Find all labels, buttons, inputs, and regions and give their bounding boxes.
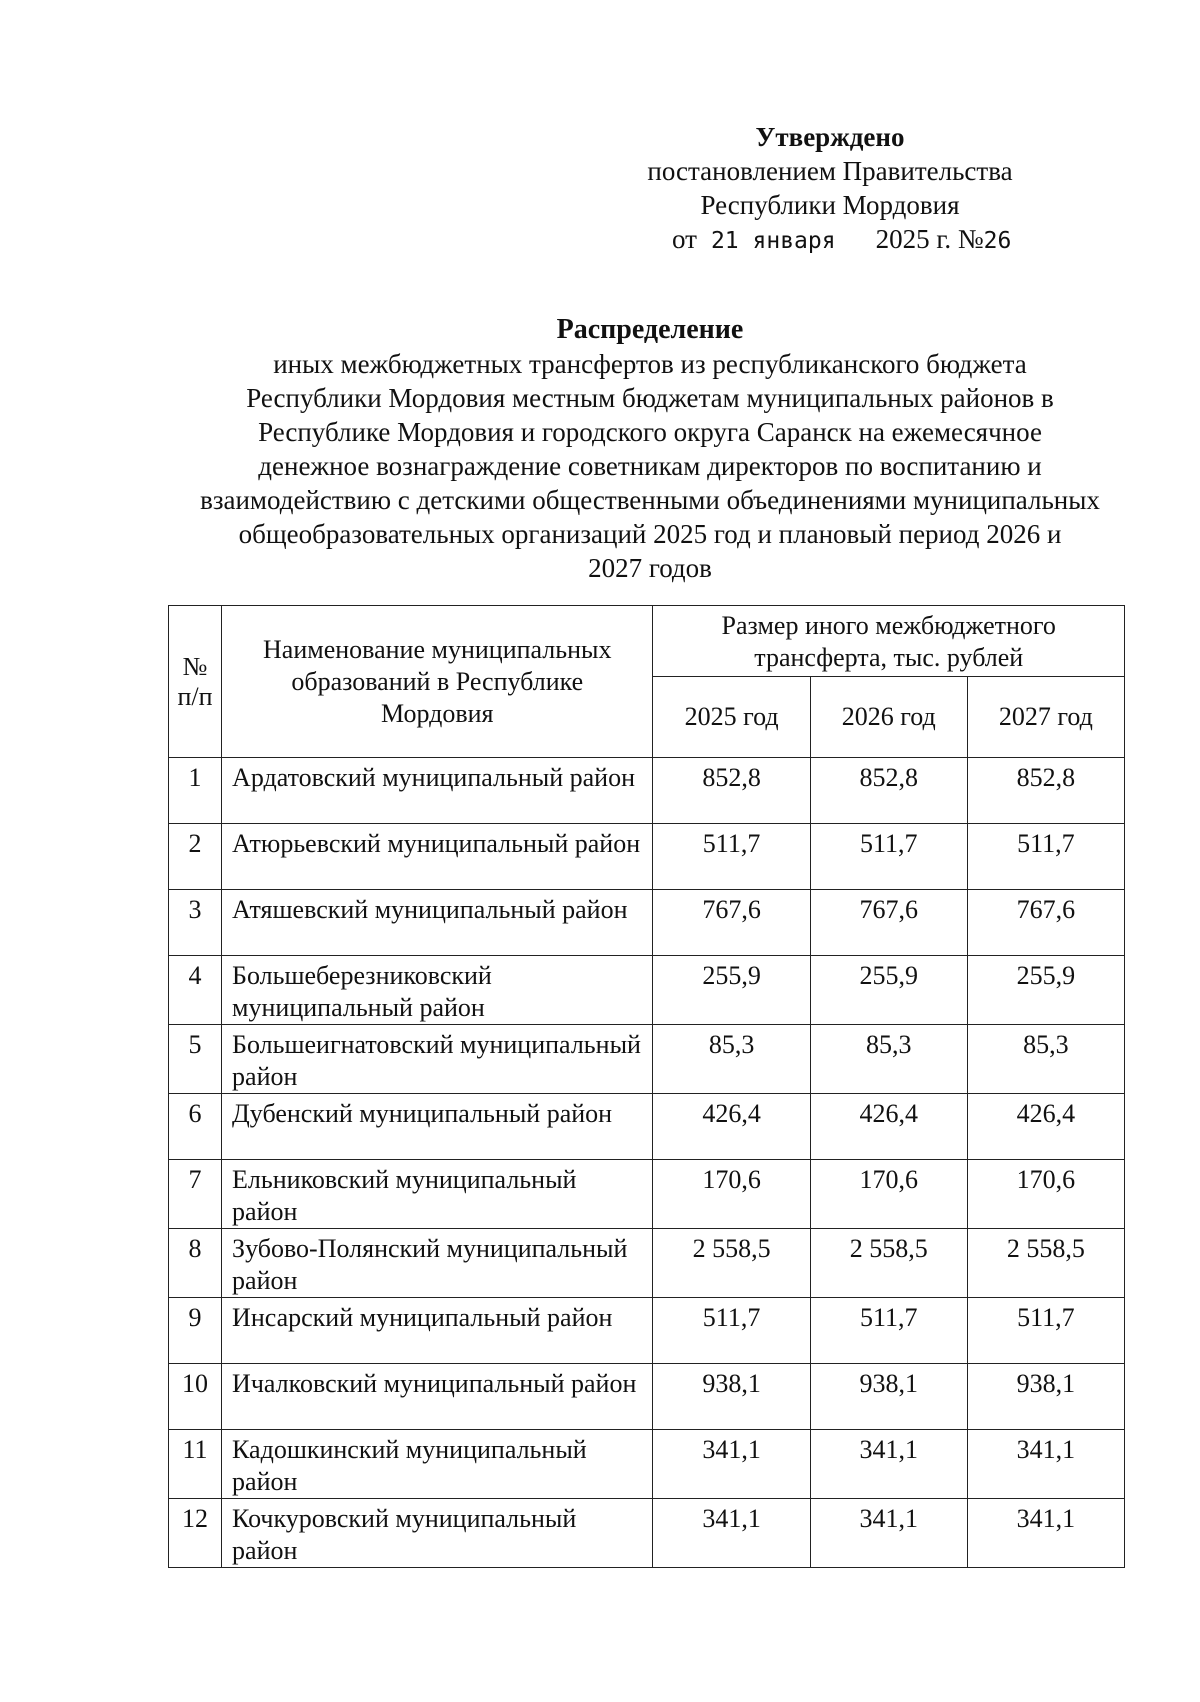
- document-title-block: [150, 313, 1150, 585]
- table-row: [169, 1025, 1125, 1094]
- approval-date-day-month: 21 января: [710, 228, 836, 254]
- row-number: 11: [169, 1430, 222, 1499]
- row-value-2026: 426,4: [810, 1094, 967, 1160]
- row-name: Большеигнатовский муниципальный район: [222, 1025, 653, 1094]
- row-value-2026: 938,1: [810, 1364, 967, 1430]
- table-row: [169, 1160, 1125, 1229]
- row-value-2026: 2 558,5: [810, 1229, 967, 1298]
- row-name: Ичалковский муниципальный район: [222, 1364, 653, 1430]
- row-value-2027: 341,1: [967, 1430, 1124, 1499]
- row-value-2025: 511,7: [653, 1298, 810, 1364]
- row-value-2026: 767,6: [810, 890, 967, 956]
- row-name: Ельниковский муниципальный район: [222, 1160, 653, 1229]
- row-name: Кочкуровский муниципальный район: [222, 1499, 653, 1568]
- subtitle-line: Республики Мордовия местным бюджетам муниципальных районов в: [246, 383, 1054, 413]
- row-name: Ардатовский муниципальный район: [222, 758, 653, 824]
- row-value-2026: 341,1: [810, 1499, 967, 1568]
- subtitle-line: общеобразовательных организаций 2025 год и плановый период 2026 и: [238, 519, 1062, 549]
- row-name: Атяшевский муниципальный район: [222, 890, 653, 956]
- row-value-2025: 341,1: [653, 1499, 810, 1568]
- table-row: [169, 890, 1125, 956]
- row-value-2027: 341,1: [967, 1499, 1124, 1568]
- row-value-2025: 170,6: [653, 1160, 810, 1229]
- row-number: 10: [169, 1364, 222, 1430]
- row-value-2027: 170,6: [967, 1160, 1124, 1229]
- row-number: 1: [169, 758, 222, 824]
- row-value-2026: 85,3: [810, 1025, 967, 1094]
- row-value-2026: 341,1: [810, 1430, 967, 1499]
- row-value-2025: 767,6: [653, 890, 810, 956]
- row-value-2025: 511,7: [653, 824, 810, 890]
- header-year-2027: 2027 год: [967, 677, 1124, 758]
- approval-block: [620, 120, 1040, 258]
- row-value-2026: 255,9: [810, 956, 967, 1025]
- row-value-2025: 852,8: [653, 758, 810, 824]
- row-value-2027: 767,6: [967, 890, 1124, 956]
- row-value-2026: 511,7: [810, 1298, 967, 1364]
- header-name: Наименование муниципальных образований в Республике Мордовия: [222, 606, 653, 758]
- row-value-2025: 255,9: [653, 956, 810, 1025]
- table-body: [169, 758, 1125, 1568]
- row-number: 7: [169, 1160, 222, 1229]
- approval-date-year: 2025 г. №: [875, 224, 984, 254]
- row-value-2026: 170,6: [810, 1160, 967, 1229]
- row-value-2027: 852,8: [967, 758, 1124, 824]
- subtitle-line: Республике Мордовия и городского округа Саранск на ежемесячное: [258, 417, 1042, 447]
- table-row: [169, 956, 1125, 1025]
- row-name: Инсарский муниципальный район: [222, 1298, 653, 1364]
- table-row: [169, 1094, 1125, 1160]
- row-value-2027: 85,3: [967, 1025, 1124, 1094]
- row-number: 4: [169, 956, 222, 1025]
- header-year-2026: 2026 год: [810, 677, 967, 758]
- table-row: [169, 1364, 1125, 1430]
- row-value-2026: 511,7: [810, 824, 967, 890]
- row-value-2027: 426,4: [967, 1094, 1124, 1160]
- subtitle-line: иных межбюджетных трансфертов из республиканского бюджета: [273, 349, 1027, 379]
- table-row: [169, 1499, 1125, 1568]
- table-row: [169, 824, 1125, 890]
- row-number: 2: [169, 824, 222, 890]
- table-header: [169, 606, 1125, 758]
- row-number: 6: [169, 1094, 222, 1160]
- table-row: [169, 758, 1125, 824]
- row-value-2027: 255,9: [967, 956, 1124, 1025]
- row-value-2027: 511,7: [967, 824, 1124, 890]
- row-value-2027: 2 558,5: [967, 1229, 1124, 1298]
- distribution-table: [168, 605, 1125, 1568]
- approval-line-1: постановлением Правительства: [647, 156, 1013, 186]
- table-row: [169, 1229, 1125, 1298]
- row-name: Дубенский муниципальный район: [222, 1094, 653, 1160]
- row-number: 8: [169, 1229, 222, 1298]
- row-number: 9: [169, 1298, 222, 1364]
- row-value-2025: 2 558,5: [653, 1229, 810, 1298]
- subtitle-line: денежное вознаграждение советникам директоров по воспитанию и: [258, 451, 1042, 481]
- row-value-2025: 85,3: [653, 1025, 810, 1094]
- row-name: Большеберезниковский муниципальный район: [222, 956, 653, 1025]
- header-year-2025: 2025 год: [653, 677, 810, 758]
- approval-date-prefix: от: [672, 224, 697, 254]
- header-number: № п/п: [169, 606, 222, 758]
- row-value-2025: 938,1: [653, 1364, 810, 1430]
- approval-title: Утверждено: [755, 122, 905, 152]
- row-name: Атюрьевский муниципальный район: [222, 824, 653, 890]
- table-row: [169, 1430, 1125, 1499]
- row-name: Кадошкинский муниципальный район: [222, 1430, 653, 1499]
- row-value-2026: 852,8: [810, 758, 967, 824]
- approval-date: [620, 222, 1040, 258]
- row-number: 12: [169, 1499, 222, 1568]
- table-row: [169, 1298, 1125, 1364]
- row-value-2025: 426,4: [653, 1094, 810, 1160]
- row-number: 5: [169, 1025, 222, 1094]
- row-number: 3: [169, 890, 222, 956]
- row-value-2027: 511,7: [967, 1298, 1124, 1364]
- row-name: Зубово-Полянский муниципальный район: [222, 1229, 653, 1298]
- subtitle-line: 2027 годов: [588, 553, 712, 583]
- document-title: Распределение: [556, 314, 744, 345]
- approval-line-2: Республики Мордовия: [700, 190, 960, 220]
- approval-date-number: 26: [983, 228, 1012, 254]
- subtitle-line: взаимодействию с детскими общественными объединениями муниципальных: [200, 485, 1100, 515]
- row-value-2027: 938,1: [967, 1364, 1124, 1430]
- row-value-2025: 341,1: [653, 1430, 810, 1499]
- header-transfer-size: Размер иного межбюджетного трансферта, тыс. рублей: [653, 606, 1125, 677]
